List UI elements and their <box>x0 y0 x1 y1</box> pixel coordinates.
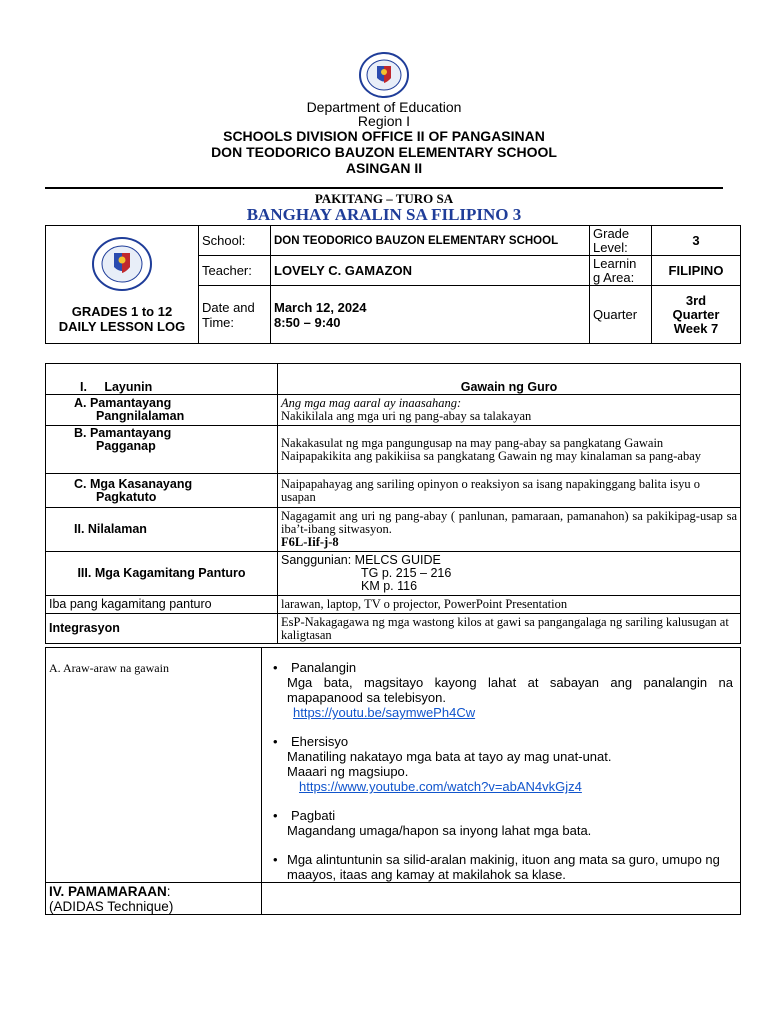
araw-araw-na-gawain-label: A. Araw-araw na gawain <box>46 648 262 883</box>
panalangin-link[interactable]: https://youtu.be/saymwePh4Cw <box>293 705 476 720</box>
bullet: • <box>273 852 278 867</box>
school-value: DON TEODORICO BAUZON ELEMENTARY SCHOOL <box>271 226 590 256</box>
ehersisyo-title: Ehersisyo <box>291 734 349 749</box>
deped-seal-logo <box>358 52 410 98</box>
bullet: • <box>273 734 278 749</box>
daily-activities-table <box>45 647 741 915</box>
learning-area-label: Learnin g Area: <box>590 256 652 286</box>
department-name: Department of Education <box>306 99 462 115</box>
integrasyon-text: EsP-Nakagagawa ng mga wastong kilos at gawi sa pangangalaga ng sariling kalusugan at kaligtasan <box>278 614 741 644</box>
list-item <box>265 852 737 882</box>
iba-pang-kagamitan-label: Iba pang kagamitang panturo <box>46 596 278 614</box>
pamantayang-pangnilalaman-label: A. Pamantayang Pangnilalaman <box>46 395 278 426</box>
ehersisyo-link[interactable]: https://www.youtube.com/watch?v=abAN4vkGjz4 <box>299 779 582 794</box>
region-name: Region I <box>357 113 411 129</box>
pagbati-title: Pagbati <box>291 808 336 823</box>
date-value: March 12, 2024 <box>274 299 367 315</box>
panalangin-title: Panalangin <box>291 660 357 675</box>
bullet: • <box>273 808 278 823</box>
daily-lesson-log-cell <box>46 226 199 344</box>
list-item <box>265 808 737 823</box>
nilalaman-text: Nagagamit ang uri ng pang-abay ( panlunan, pamaraan, pamanahon) sa pakikipag-usap sa iba’t-ibang sitwasyon. F6L-Iif-j-8 <box>278 508 741 552</box>
pamantayang-pagganap-label: B. Pamantayang Pagganap <box>46 426 278 474</box>
layunin-header: I. Layunin <box>46 364 278 395</box>
pamantayang-pangnilalaman-text: Ang mga mag aaral ay inaasahang: Nakikilala ang mga uri ng pang-abay sa talakayan <box>278 395 741 426</box>
date-time-label: Date and Time: <box>199 286 271 344</box>
list-item <box>265 660 737 675</box>
document-title: BANGHAY ARALIN SA FILIPINO 3 <box>246 205 522 224</box>
deped-seal-logo <box>91 236 153 292</box>
quarter-value: 3rd Quarter Week 7 <box>652 286 741 344</box>
kasanayang-pagkatuto-label: C. Mga Kasanayang Pagkatuto <box>46 474 278 508</box>
alintuntunin-text: Mga alintuntunin sa silid-aralan makinig, ituon ang mata sa guro, umupo ng maayos, itaas ang kamay at makilahok sa klase. <box>287 852 720 882</box>
araw-araw-na-gawain-content <box>262 648 741 883</box>
learning-area-value: FILIPINO <box>652 256 741 286</box>
pamamaraan-sublabel: (ADIDAS Technique) <box>49 898 174 914</box>
school-label: School: <box>199 226 271 256</box>
teacher-label: Teacher: <box>199 256 271 286</box>
lesson-plan-table <box>45 363 741 644</box>
pamamaraan-content <box>262 883 741 915</box>
date-time-value <box>271 286 590 344</box>
pamamaraan-label: IV. PAMAMARAAN: (ADIDAS Technique) <box>46 883 262 915</box>
log-line-1: GRADES 1 to 12 <box>71 303 173 319</box>
competency-code: F6L-Iif-j-8 <box>281 535 339 549</box>
header-divider <box>45 187 723 189</box>
pakitang-turo-heading: PAKITANG – TURO SA <box>314 191 454 206</box>
bullet: • <box>273 660 278 675</box>
ehersisyo-text-2: Maaari ng magsiupo. <box>287 764 409 779</box>
log-line-2: DAILY LESSON LOG <box>58 318 186 334</box>
nilalaman-label: II. Nilalaman <box>46 508 278 552</box>
school-name: DON TEODORICO BAUZON ELEMENTARY SCHOOL <box>211 144 557 160</box>
kagamitang-panturo-text: Sanggunian: MELCS GUIDE TG p. 215 – 216 KM p. 116 <box>278 552 741 596</box>
lesson-log-info-table <box>45 225 741 344</box>
district-name: ASINGAN II <box>345 160 423 176</box>
kagamitang-panturo-label: III. Mga Kagamitang Panturo <box>46 552 278 596</box>
integrasyon-label: Integrasyon <box>46 614 278 644</box>
quarter-label: Quarter <box>590 286 652 344</box>
kasanayang-pagkatuto-text: Naipapahayag ang sariling opinyon o reaksiyon sa isang napakinggang balita isyu o usapan <box>278 474 741 508</box>
panalangin-text: Mga bata, magsitayo kayong lahat at sabayan ang panalangin na mapapanood sa telebisyon. <box>287 675 733 705</box>
ehersisyo-text-1: Manatiling nakatayo mga bata at tayo ay mag unat-unat. <box>287 749 612 764</box>
gawain-ng-guro-header: Gawain ng Guro <box>278 364 741 395</box>
grade-level-value: 3 <box>652 226 741 256</box>
division-name: SCHOOLS DIVISION OFFICE II OF PANGASINAN <box>223 128 545 144</box>
grade-level-label: Grade Level: <box>590 226 652 256</box>
time-value: 8:50 – 9:40 <box>274 314 341 330</box>
pamantayang-pagganap-text: Nakakasulat ng mga pangungusap na may pang-abay sa pangkatang Gawain Naipapakikita ang pakikiisa sa pangkatang Gawain ng may kinalaman sa pang-abay <box>278 426 741 474</box>
teacher-value: LOVELY C. GAMAZON <box>271 256 590 286</box>
iba-pang-kagamitan-text: larawan, laptop, TV o projector, PowerPoint Presentation <box>278 596 741 614</box>
list-item <box>265 734 737 749</box>
pagbati-text: Magandang umaga/hapon sa inyong lahat mga bata. <box>287 823 592 838</box>
